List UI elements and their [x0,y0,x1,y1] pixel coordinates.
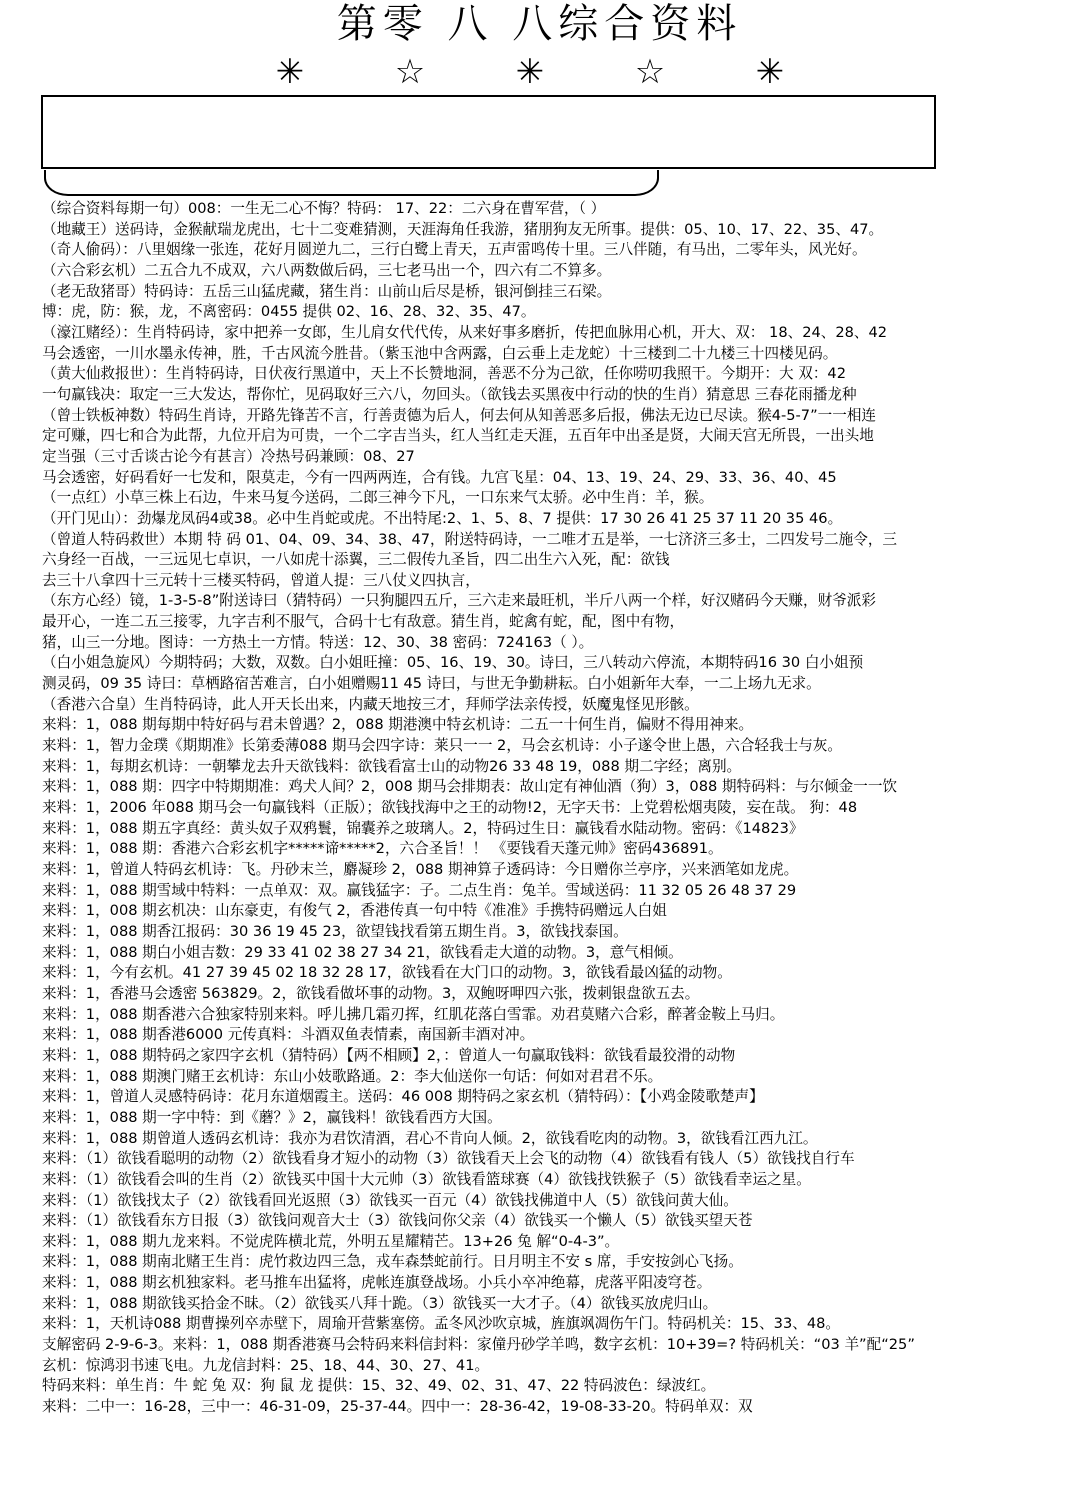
text-line: 来料：1，088 期特码之家四字玄机（猜特码）【两不相顾】2，：曾道人一句赢取钱料：欲钱看最狡滑的动物 [42,1046,736,1064]
text-line: 来料：（1）欲钱找太子（2）欲钱看回光返照（3）欲钱买一百元（4）欲钱找佛道中人（5）欲钱问黄大仙。 [42,1191,738,1209]
text-line: 特码来料：单生肖：牛 蛇 兔 双：狗 鼠 龙 提供：15、32、49、02、31、47、22 特码波色：绿波红。 [42,1377,716,1395]
text-line: （白小姐急旋风）今期特码；大数，双数。白小姐旺撞：05、16、19、30。诗曰，三八转动六停流，本期特码16 30 白小姐预 [42,654,864,672]
blank-banner-box [41,95,936,169]
text-line: 去三十八拿四十三元转十三楼买特码，曾道人提：三八仗义四执言， [42,571,480,589]
text-line: （老无敌猪哥）特码诗：五岳三山猛虎藏，猪生肖：山前山后尽是桥，银河倒挂三石梁。 [42,282,612,300]
star-icon: ☆ [394,52,426,92]
text-line: 来料：1，智力金璞《期期准》长第委薄088 期马会四字诗：莱只一一 2，马会玄机诗：小子遂令世上愚，六合轻我士与灰。 [42,737,842,755]
text-line: 来料：1，088 期五字真经：黄头奴子双鸦鬟，锦囊养之玻璃人。2，特码过生日：赢钱看水陆动物。密码：《14823》 [42,819,804,837]
text-line: 来料：1，2006 年088 期马会一句赢钱料（正版）；欲钱找海中之王的动物!2，无字天书：上党碧松烟夷陵，妄在哉。 狗：48 [42,799,858,817]
text-line: （奇人偷码）：八里姻缘一张连，花好月圆逆九二，三行白鹭上青天，五声雷鸣传十里。三八伴随，有马出，二零年头，风光好。 [42,241,867,259]
text-line: （曾士铁板神数）特码生肖诗，开路先锋苦不言，行善责德为后人，何去何从知善恶多后报，佛法无边已尽读。猴4-5-7”一一相连 [42,406,877,424]
text-line: 来料：1，008 期玄机决：山东豪吏，有俊气 2，香港传真一句中特《准准》手携特码赠远人白姐 [42,902,667,920]
bracket-decoration [44,170,659,196]
text-body [42,199,1054,1418]
asterisk-icon: ✳ [515,52,545,92]
text-line: 来料：二中一：16-28，三中一：46-31-09，25-37-44。四中一：28-36-42，19-08-33-20。特码单双：双 [42,1398,753,1416]
text-line: 来料：1，天机诗088 期曹操列卒赤壁下，周瑜开营紫塞傍。孟冬风沙吹京城，旌旗飒凋伤午门。特码机关：15、33、48。 [42,1315,840,1333]
text-line: 猪，山三一分地。图诗：一方热土一方情。特送：12、30、38 密码：724163（ ）。 [42,633,594,651]
text-line: 博：虎，防：猴，龙，不离密码：0455 提供 02、16、28、32、35、47。 [42,303,536,321]
text-line: 来料：1，088 期白小姐吉数：29 33 41 02 38 27 34 21，欲钱看走大道的动物。3，意气相倾。 [42,943,683,961]
text-line: 来料：1，088 期玄机独家料。老马推车出猛将，虎帐连旗登战场。小兵小卒冲绝幕，虎落平阳凌穹苍。 [42,1274,712,1292]
text-line: 来料：1，曾道人特码玄机诗：飞。丹砂末兰，麝凝珍 2，088 期神算子透码诗：今日赠你兰亭序，兴来洒笔如龙虎。 [42,861,799,878]
text-line: 测灵码，09 35 诗曰：草栖路宿苦难言，白小姐赠赐11 45 诗曰，与世无争勤耕耘。白小姐新年大奉，一二上场九无求。 [42,675,821,693]
text-line: （曾道人特码救世）本期 特 码 01、04、09、34、38、47，附送特码诗，一二唯才五是举，一七济济三多士，二四发号二施令，三 [42,530,898,548]
text-line: 来料：（1）欲钱看聪明的动物（2）欲钱看身才短小的动物（3）欲钱看天上会飞的动物（4）欲钱看有钱人（5）欲钱找自行车 [42,1150,855,1168]
text-line: 来料：1，曾道人灵感特码诗：花月东道烟霞主。送码：46 008 期特码之家玄机（猜特码）：【小鸡金陵歌楚声】 [42,1088,764,1106]
text-line: 来料：1，088 期南北赌王生肖：虎竹救边四三急，戎车森禁蛇前行。日月明主不安 s 席，手安按剑心飞扬。 [42,1253,743,1271]
star-icon: ☆ [634,52,666,92]
text-line: 马会透密，一川水墨永传神，胜，千古风流今胜昔。（紫玉池中含两露，白云垂上走龙蛇）十三楼到二十九楼三十四楼见码。 [42,344,838,362]
text-line: 定当强（三寸舌谈古论今有甚言）冷热号码兼顾：08、27 [42,447,415,465]
text-line: 来料：1，088 期澳门赌王玄机诗：东山小妓歌路通。2：李大仙送你一句话：何如对君君不乐。 [42,1067,663,1085]
text-line: （东方心经）镜，1-3-5-8”附送诗曰（猜特码）一只狗腿四五斤，三六走来最旺机，半斤八两一个样，好汉赌码今天赚，财爷派彩 [42,592,876,610]
asterisk-icon: ✳ [275,52,305,92]
text-line: 来料：1，088 期：香港六合彩玄机字*****谛*****2，六合圣旨！！ 《要钱看天蓬元帅》密码436891。 [42,840,723,858]
text-line: 来料：1，今有玄机。41 27 39 45 02 18 32 28 17，欲钱看在大门口的动物。3，欲钱看最凶猛的动物。 [42,964,732,982]
text-line: 一句赢钱决：取定一三大发达，帮你忙，见码取好三六八，勿回头。（欲钱去买黑夜中行动的快的生肖）猜意思 三春花雨播龙种 [42,385,857,403]
text-line: 来料：1，每期玄机诗：一朝攀龙去升天欲钱料：欲钱看富士山的动物26 33 48 19，088 期二字经；离别。 [42,757,742,775]
text-line: 来料：1，088 期：四字中特期期准：鸡犬人间？2，008 期马会排期表：故山定有神仙酒（狗）3，088 期特码料：与尔倾金一一饮 [42,778,898,796]
text-line: （开门见山）：劲爆龙凤码4或38。必中生肖蛇或虎。不出特尾:2、1、5、8、7 提供：17 30 26 41 25 37 11 20 35 46。 [42,509,843,527]
text-line: 六身经一百战，一三远见七卓识，一八如虎十添翼，三二假传九圣旨，四二出生六入死，配：欲钱 [42,551,670,569]
asterisk-icon: ✳ [755,52,785,92]
page-title: 第零 八 八综合资料 [336,1,743,47]
text-line: （地藏王）送码诗，金猴献瑞龙虎出，七十二变难猜测，天涯海角任我游，猪朋狗友无所事。提供：05、10、17、22、35、47。 [42,220,884,238]
text-line: （六合彩玄机）二五合九不成双，六八两数做后码，三七老马出一个，四六有二不算多。 [42,261,612,279]
text-line: （一点红）小草三株上石边，牛来马复今送码，二郎三神今下凡，一口东来气太骄。必中生肖：羊，猴。 [42,489,714,507]
text-line: 来料：1，088 期九龙来料。不觉虎阵横北荒，外明五星耀精芒。13+26 兔 解“0-4-3”。 [42,1232,620,1250]
text-line: 来料：1，088 期曾道人透码玄机诗：我亦为君饮清酒，君心不肯向人倾。2，欲钱看吃肉的动物。3，欲钱看江西九江。 [42,1129,818,1147]
text-line: 来料：（1）欲钱看会叫的生肖（2）欲钱买中国十大元帅（3）欲钱看篮球赛（4）欲钱找铁猴子（5）欲钱看幸运之星。 [42,1170,811,1188]
text-line: 来料：1，088 期香江报码：30 36 19 45 23，欲望钱找看第五期生肖。3，欲钱找泰国。 [42,922,628,940]
text-line: （黄大仙救报世）：生肖特码诗，日伏夜行黑道中，天上不长赞地洞，善恶不分为己欲，任你唠叨我照干。今期开：大 双：42 [42,365,846,383]
text-line: 来料：（1）欲钱看东方日报（3）欲钱问观音大士（3）欲钱问你父亲（4）欲钱买一个懒人（5）欲钱买望天苍 [42,1212,753,1230]
text-line: 定可赚，四七和合为此帮，九位开启为可贵，一个二字吉当头，红人当红走天涯，五百年中出圣是贤，大闹天宫无所畏，一出头地 [42,427,874,445]
text-line: 玄机：惊鸿羽书速飞电。九龙信封料：25、18、44、30、27、41。 [42,1356,490,1374]
text-line: 最开心，一连二五三接零，九字吉利不服气，合码十七有敌意。猜生肖，蛇禽有蛇，配，图中有物， [42,613,685,631]
text-line: 马会透密，好码看好一七发和，限莫走，今有一四两两连，合有钱。九宫飞星：04、13、19、24、29、33、36、40、45 [42,468,837,486]
text-line: （濠江赌经）：生肖特码诗，家中把养一女郎，生儿肩女代代传，从来好事多磨折，传把血脉用心机，开大、双： 18、24、28、42 [42,323,888,341]
text-line: 来料：1，088 期香港6000 元传真料：斗酒双鱼表情素，南国新丰酒对冲。 [42,1026,535,1044]
star-row [270,52,790,92]
text-line: 来料：1，088 期雪域中特料：一点单双：双。赢钱猛字：子。二点生肖：兔羊。雪域送码：11 32 05 26 48 37 29 [42,881,797,899]
text-line: 来料：1，088 期每期中特好码与君未曾遇？2，088 期港澳中特玄机诗：二五一十何生肖，偏财不得用神来。 [42,716,754,734]
text-line: 支解密码 2-9-6-3。来料：1，088 期香港赛马会特码来料信封料：家僮丹砂学羊鸣，数字玄机：10+39=? 特码机关：“03 羊”配“25” [42,1336,915,1354]
text-line: 来料：1，088 期欲钱买拾金不昧。（2）欲钱买八拜十跪。（3）欲钱买一大才子。（4）欲钱买放虎归山。 [42,1294,718,1312]
text-line: （综合资料每期一句）008：一生无二心不悔？特码： 17、22：二六身在曹军营，（ ） [42,200,606,217]
text-line: 来料：1，088 期一字中特：到《蘑？》2，赢钱料！欲钱看西方大国。 [42,1108,502,1126]
text-line: 来料：1，088 期香港六合独家特别来料。呼儿拂几霜刃挥，红肌花落白雪霏。劝君莫赌六合彩，醉著金鞍上马归。 [42,1005,785,1023]
text-line: 来料：1，香港马会透密 563829。2，欲钱看做坏事的动物。3，双鲍呀呷四六张，拨刺银盘欲五去。 [42,984,700,1002]
text-line: （香港六合皇）生肖特码诗，此人开天长出来，内藏天地按三才，拜师学法亲传授，妖魔鬼怪见形骸。 [42,695,699,713]
